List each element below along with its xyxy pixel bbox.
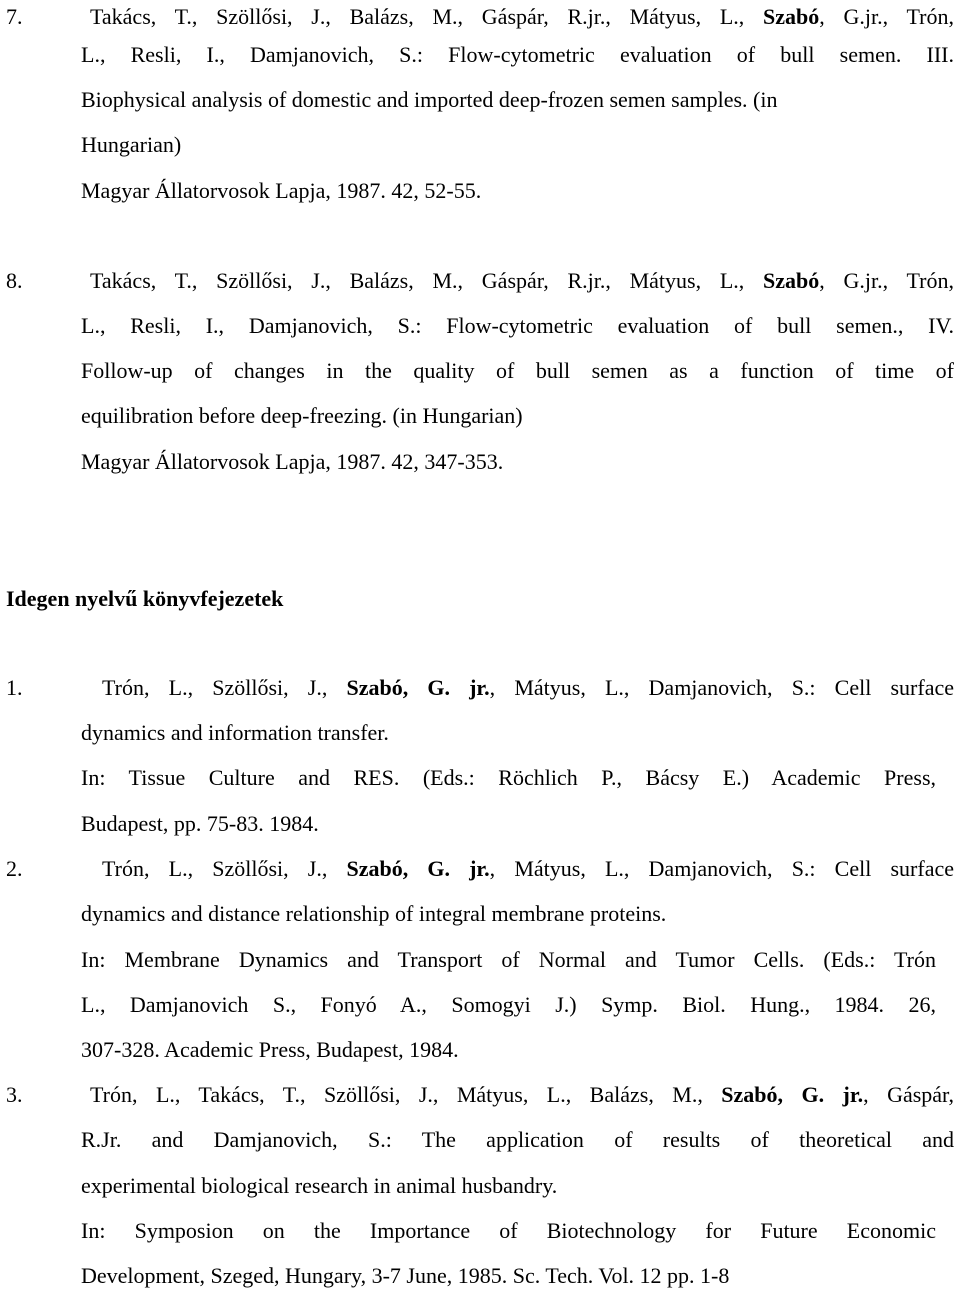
entry-number: 1. [6, 675, 23, 700]
entry-line: Trón, L., Szöllősi, J., Szabó, G. jr., Mátyus, L., Damjanovich, S.: Cell surface [102, 856, 954, 881]
entry-line: R.Jr. and Damjanovich, S.: The application of results of theoretical and [81, 1127, 954, 1152]
entry-line: Biophysical analysis of domestic and imported deep-frozen semen samples. (in [81, 87, 778, 112]
entry-line: Trón, L., Takács, T., Szöllősi, J., Mátyus, L., Balázs, M., Szabó, G. jr., Gáspár, [90, 1082, 954, 1107]
entry-line: dynamics and information transfer. [81, 720, 389, 745]
entry-line: 307-328. Academic Press, Budapest, 1984. [81, 1037, 459, 1062]
entry-line: L., Damjanovich S., Fonyó A., Somogyi J.) Symp. Biol. Hung., 1984. 26, [81, 992, 936, 1017]
entry-line: In: Membrane Dynamics and Transport of Normal and Tumor Cells. (Eds.: Trón [81, 947, 936, 972]
entry-line: Development, Szeged, Hungary, 3-7 June, 1985. Sc. Tech. Vol. 12 pp. 1-8 [81, 1263, 730, 1288]
entry-line: equilibration before deep-freezing. (in Hungarian) [81, 403, 523, 428]
entry-number: 8. [6, 268, 23, 293]
entry-line: Hungarian) [81, 132, 182, 157]
entry-line: Takács, T., Szöllősi, J., Balázs, M., Gáspár, R.jr., Mátyus, L., Szabó, G.jr., Trón, [90, 4, 954, 29]
entry-line: dynamics and distance relationship of integral membrane proteins. [81, 901, 667, 926]
entry-line: In: Symposion on the Importance of Biotechnology for Future Economic [81, 1218, 936, 1243]
section-heading: Idegen nyelvű könyvfejezetek [6, 586, 284, 611]
entry-line: Trón, L., Szöllősi, J., Szabó, G. jr., Mátyus, L., Damjanovich, S.: Cell surface [102, 675, 954, 700]
entry-number: 3. [6, 1082, 23, 1107]
entry-line: experimental biological research in animal husbandry. [81, 1173, 558, 1198]
entry-number: 2. [6, 856, 23, 881]
entry-line: L., Resli, I., Damjanovich, S.: Flow-cytometric evaluation of bull semen., IV. [81, 313, 954, 338]
entry-line: Magyar Állatorvosok Lapja, 1987. 42, 347-353. [81, 449, 504, 474]
entry-number: 7. [6, 4, 23, 29]
entry-line: Magyar Állatorvosok Lapja, 1987. 42, 52-55. [81, 178, 482, 203]
entry-line: Takács, T., Szöllősi, J., Balázs, M., Gáspár, R.jr., Mátyus, L., Szabó, G.jr., Trón, [90, 268, 954, 293]
entry-line: L., Resli, I., Damjanovich, S.: Flow-cytometric evaluation of bull semen. III. [81, 42, 954, 67]
entry-line: Follow-up of changes in the quality of bull semen as a function of time of [81, 358, 954, 383]
entry-line: Budapest, pp. 75-83. 1984. [81, 811, 319, 836]
entry-line: In: Tissue Culture and RES. (Eds.: Röchlich P., Bácsy E.) Academic Press, [81, 765, 936, 790]
